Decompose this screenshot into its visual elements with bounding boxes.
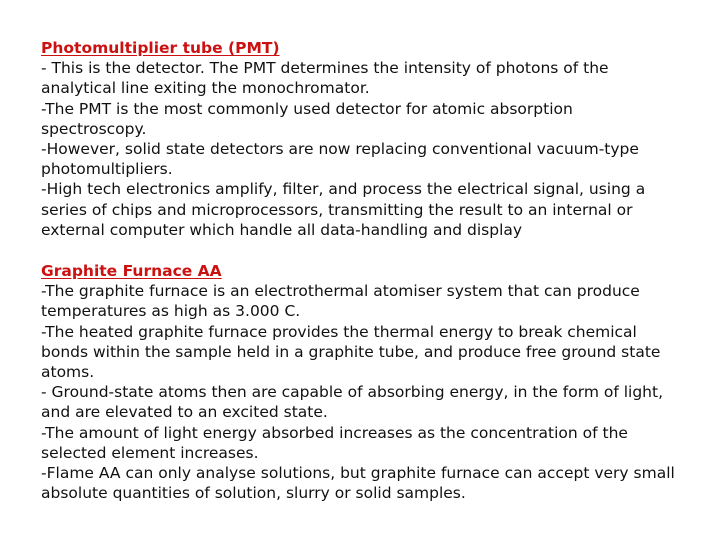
pmt-paragraph: -However, solid state detectors are now replacing conventional vacuum-type photomultipliers.	[41, 140, 639, 179]
pmt-section-title: Photomultiplier tube (PMT)	[41, 39, 280, 57]
graphite-furnace-paragraph: -The graphite furnace is an electrothermal atomiser system that can produce temperatures as high as 3.000 C.	[41, 282, 640, 321]
graphite-furnace-paragraph: -Flame AA can only analyse solutions, but graphite furnace can accept very small absolute quantities of solution, slurry or solid samples.	[41, 464, 675, 503]
pmt-paragraph: - This is the detector. The PMT determines the intensity of photons of the analytical line exiting the monochromator.	[41, 59, 609, 98]
pmt-paragraph: -High tech electronics amplify, filter, and process the electrical signal, using a series of chips and microprocessors, transmitting the result to an internal or external computer which handle all data-handling and display	[41, 180, 646, 239]
graphite-furnace-paragraph: - Ground-state atoms then are capable of absorbing energy, in the form of light, and are elevated to an excited state.	[41, 383, 663, 422]
graphite-furnace-paragraph: -The heated graphite furnace provides the thermal energy to break chemical bonds within the sample held in a graphite tube, and produce free ground state atoms.	[41, 322, 661, 382]
pmt-paragraph: -The PMT is the most commonly used detector for atomic absorption spectroscopy.	[41, 99, 573, 138]
graphite-furnace-section-title: Graphite Furnace AA	[41, 262, 222, 281]
graphite-furnace-paragraph: -The amount of light energy absorbed increases as the concentration of the selected element increases.	[41, 423, 628, 462]
slide-content	[41, 38, 681, 503]
graphite-furnace-section	[41, 261, 681, 503]
pmt-section	[41, 38, 681, 240]
